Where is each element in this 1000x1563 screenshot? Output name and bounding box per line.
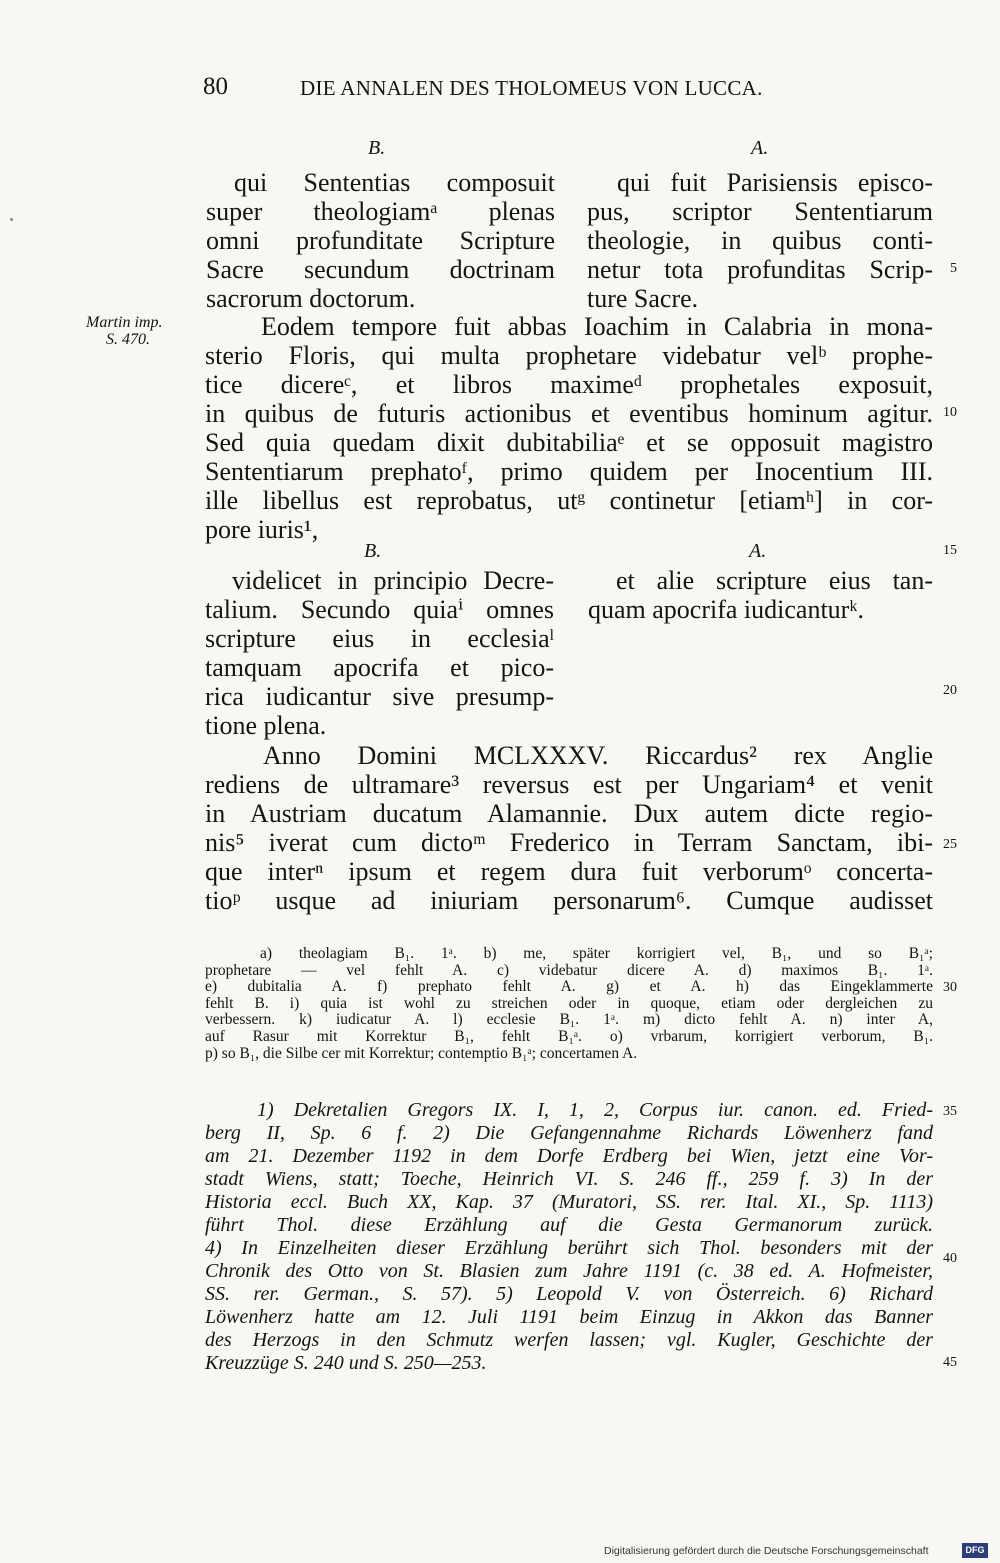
block2-left-column xyxy=(205,566,554,740)
dfg-logo-text: DFG xyxy=(965,1545,985,1555)
line-number: 30 xyxy=(943,980,957,995)
text-line: Sententiarum prephatoᶠ, primo quidem per Inocentium III. xyxy=(205,457,933,486)
block1-left-column xyxy=(206,168,555,313)
line-number: 10 xyxy=(943,405,957,420)
text-line: et alie scripture eius tan- xyxy=(616,566,933,595)
text-line: tione plena. xyxy=(205,711,327,740)
apparatus-line: prophetare — vel fehlt A. c) videbatur dicere A. d) maximos B₁. 1ᵃ. xyxy=(205,961,933,979)
block2-left-head: B. xyxy=(364,540,382,562)
text-line: quam apocrifa iudicanturᵏ. xyxy=(588,595,865,624)
line-number: 25 xyxy=(943,837,957,852)
text-line: nis⁵ iverat cum dictoᵐ Frederico in Terram Sanctam, ibi- xyxy=(205,828,933,857)
historical-notes xyxy=(205,1099,933,1375)
marginal-note xyxy=(86,314,162,348)
paragraph-1 xyxy=(205,312,933,544)
text-line: sacrorum doctorum. xyxy=(206,284,416,313)
running-title: DIE ANNALEN DES THOLOMEUS VON LUCCA. xyxy=(300,76,763,100)
text-line: omni profunditate Scripture xyxy=(206,226,555,255)
text-line: theologie, in quibus conti- xyxy=(587,226,933,255)
text-line: Anno Domini MCLXXXV. Riccardus² rex Anglie xyxy=(263,741,933,770)
apparatus-line: a) theolagiam B₁. 1ᵃ. b) me, später korrigiert vel, B₁, und so B₁ᵃ; xyxy=(260,945,933,962)
text-line: tamquam apocrifa et pico- xyxy=(205,653,554,682)
text-line: scripture eius in ecclesiaˡ xyxy=(205,624,554,653)
note-line: Historia eccl. Buch XX, Kap. 37 (Muratori, SS. rer. Ital. XI., Sp. 1113) xyxy=(205,1191,933,1213)
note-line: Chronik des Otto von St. Blasien zum Jahre 1191 (c. 38 ed. A. Hofmeister, xyxy=(205,1260,933,1282)
note-line: SS. rer. German., S. 57). 5) Leopold V. von Österreich. 6) Richard xyxy=(205,1283,933,1305)
note-line: führt Thol. diese Erzählung auf die Gesta Germanorum zurück. xyxy=(205,1214,933,1236)
note-line: berg II, Sp. 6 f. 2) Die Gefangennahme Richards Löwenherz fand xyxy=(205,1122,933,1144)
apparatus-line: e) dubitalia A. f) prephato fehlt A. g) et A. h) das Eingeklammerte xyxy=(205,978,933,996)
text-line: Sacre secundum doctrinam xyxy=(206,255,555,284)
apparatus-line: verbessern. k) iudicatur A. l) ecclesie B₁. 1ᵃ. m) dicto fehlt A. n) inter A, xyxy=(205,1011,933,1029)
text-line: Sed quia quedam dixit dubitabiliaᵉ et se opposuit magistro xyxy=(205,428,933,457)
text-line: talium. Secundo quiaⁱ omnes xyxy=(205,595,554,624)
note-line: des Herzogs in den Schmutz werfen lassen; vgl. Kugler, Geschichte der xyxy=(205,1329,933,1351)
text-line: ille libellus est reprobatus, utᵍ continetur [etiamʰ] in cor- xyxy=(205,486,933,515)
paragraph-2 xyxy=(205,741,933,915)
digitization-credit: Digitalisierung gefördert durch die Deutsche Forschungsgemeinschaft xyxy=(604,1545,929,1557)
block1-left-head: B. xyxy=(368,137,386,159)
apparatus-line: p) so B₁, die Silbe cer mit Korrektur; contemptio B₁ᵃ; concertamen A. xyxy=(205,1044,638,1062)
note-line: stadt Wiens, statt; Toeche, Heinrich VI. S. 246 ff., 259 f. 3) In der xyxy=(205,1168,933,1190)
text-line: que interⁿ ipsum et regem dura fuit verborumᵒ concerta- xyxy=(205,857,933,886)
line-number: 40 xyxy=(943,1251,957,1266)
note-line: am 21. Dezember 1192 in dem Dorfe Erdberg bei Wien, jetzt eine Vor- xyxy=(205,1145,933,1167)
marginal-note-line: S. 470. xyxy=(106,331,150,348)
text-line: videlicet in principio Decre- xyxy=(232,566,554,595)
text-line: pore iuris¹, xyxy=(205,515,319,544)
text-line: tioᵖ usque ad iniuriam personarum⁶. Cumque audisset xyxy=(205,886,933,915)
text-line: qui fuit Parisiensis episco- xyxy=(617,168,933,197)
block1-right-head: A. xyxy=(751,137,769,159)
note-line: 1) Dekretalien Gregors IX. I, 1, 2, Corpus iur. canon. ed. Fried- xyxy=(257,1099,933,1121)
line-number: 20 xyxy=(943,683,957,698)
text-line: rica iudicantur sive presump- xyxy=(205,682,554,711)
text-line: netur tota profunditas Scrip- xyxy=(587,255,933,284)
apparatus-line: fehlt B. i) quia ist wohl zu streichen oder in quoque, etiam oder dergleichen zu xyxy=(205,994,933,1012)
text-line: sterio Floris, qui multa prophetare videbatur velᵇ prophe- xyxy=(205,341,933,370)
note-line: Kreuzzüge S. 240 und S. 250—253. xyxy=(205,1352,487,1374)
block2-right-head: A. xyxy=(749,540,767,562)
line-number: 45 xyxy=(943,1355,957,1370)
line-number: 35 xyxy=(943,1104,957,1119)
block1-right-column xyxy=(587,168,933,313)
page-number: 80 xyxy=(203,73,228,100)
note-line: 4) In Einzelheiten dieser Erzählung berührt sich Thol. besonders mit der xyxy=(205,1237,933,1259)
text-line: in quibus de futuris actionibus et eventibus hominum agitur. xyxy=(205,399,933,428)
block2-right-column xyxy=(588,566,933,624)
scan-mark xyxy=(10,218,13,221)
text-line: super theologiamᵃ plenas xyxy=(206,197,555,226)
text-line: pus, scriptor Sententiarum xyxy=(587,197,933,226)
marginal-note-line: Martin imp. xyxy=(86,314,163,331)
dfg-logo xyxy=(962,1543,988,1558)
critical-apparatus xyxy=(205,946,933,1062)
text-line: rediens de ultramare³ reversus est per Ungariam⁴ et venit xyxy=(205,770,933,799)
apparatus-line: auf Rasur mit Korrektur B₁, fehlt B₁ᵃ. o) vrbarum, korrigiert verborum, B₁. xyxy=(205,1027,933,1045)
text-line: tice dicereᶜ, et libros maximeᵈ prophetales exposuit, xyxy=(205,370,933,399)
line-number: 15 xyxy=(943,543,957,558)
note-line: Löwenherz hatte am 12. Juli 1191 beim Einzug in Akkon das Banner xyxy=(205,1306,933,1328)
text-line: qui Sententias composuit xyxy=(234,168,555,197)
text-line: ture Sacre. xyxy=(587,284,699,313)
text-line: in Austriam ducatum Alamannie. Dux autem dicte regio- xyxy=(205,799,933,828)
text-line: Eodem tempore fuit abbas Ioachim in Calabria in mona- xyxy=(261,312,933,341)
line-number: 5 xyxy=(950,261,957,276)
